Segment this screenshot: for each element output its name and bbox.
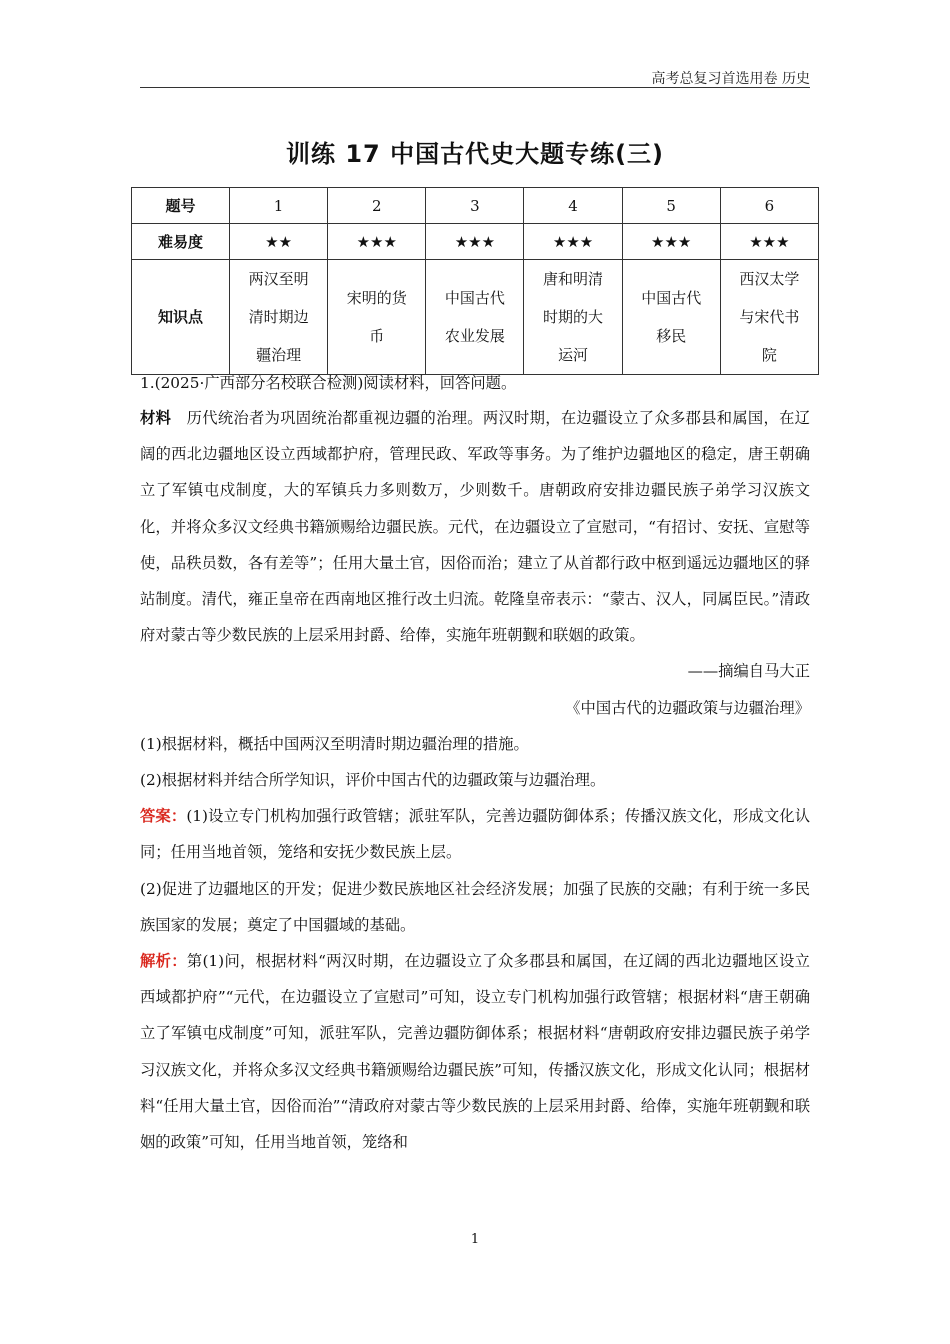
topic-cell: 两汉至明清时期边疆治理: [248, 270, 309, 364]
answer-label: 答案：: [140, 807, 187, 826]
topic-cell: 中国古代农业发展: [444, 289, 505, 345]
topic-cell: 唐和明清时期的大运河: [543, 270, 604, 364]
row-label-topic: 知识点: [132, 260, 230, 375]
sub-question-1: (1)根据材料，概括中国两汉至明清时期边疆治理的措施。: [140, 734, 529, 753]
difficulty-stars: ★★★: [328, 224, 426, 260]
row-label-number: 题号: [132, 188, 230, 224]
table-cell: 5: [622, 188, 720, 224]
difficulty-stars: ★★: [230, 224, 328, 260]
table-row-topics: [132, 260, 819, 375]
material-label: 材料: [140, 409, 172, 427]
question-body: [140, 366, 810, 1160]
question-intro: 1.(2025·广西部分名校联合检测)阅读材料，回答问题。: [140, 374, 517, 392]
difficulty-stars: ★★★: [622, 224, 720, 260]
answer-paragraph: [140, 798, 810, 870]
table-cell: 3: [426, 188, 524, 224]
material-paragraph: [140, 400, 810, 653]
table-cell: 4: [524, 188, 622, 224]
difficulty-stars: ★★★: [426, 224, 524, 260]
analysis-paragraph: [140, 943, 810, 1160]
page-number: 1: [470, 1232, 480, 1247]
answer-part-2: (2)促进了边疆地区的开发；促进少数民族地区社会经济发展；加强了民族的交融；有利于统一多民族国家的发展；奠定了中国疆域的基础。: [140, 879, 810, 934]
row-label-difficulty: 难易度: [132, 224, 230, 260]
analysis-label: 解析：: [140, 952, 187, 971]
running-header: 高考总复习首选用卷 历史: [651, 71, 810, 87]
knowledge-table: [131, 187, 819, 375]
material-text: 历代统治者为巩固统治都重视边疆的治理。两汉时期，在边疆设立了众多郡县和属国，在辽阔的西北边疆地区设立西域都护府，管理民政、军政等事务。为了维护边疆地区的稳定，唐王朝确立了军镇屯戍制度，大的军镇兵力多则数万，少则数千。唐朝政府安排边疆民族子弟学习汉族文化，并将众多汉文经典书籍颁赐给边疆民族。元代，在边疆设立了宣慰司，“有招讨、安抚、宣慰等使，品秩员数，各有差等”；任用大量土官，因俗而治；建立了从首都行政中枢到遥远边疆地区的驿站制度。清代，雍正皇帝在西南地区推行改土归流。乾隆皇帝表示：“蒙古、汉人，同属臣民。”清政府对蒙古等少数民族的上层采用封爵、给俸，实施年班朝觐和联姻的政策。: [140, 409, 810, 645]
table-row-difficulty: [132, 224, 819, 260]
analysis-text: 第(1)问，根据材料“两汉时期，在边疆设立了众多郡县和属国，在辽阔的西北边疆地区设立西域都护府”“元代，在边疆设立了宣慰司”可知，设立专门机构加强行政管辖；根据材料“唐王朝确立了军镇屯戍制度”可知，派驻军队，完善边疆防御体系；根据材料“唐朝政府安排边疆民族子弟学习汉族文化，并将众多汉文经典书籍颁赐给边疆民族”可知，传播汉族文化，形成文化认同；根据材料“任用大量土官，因俗而治”“清政府对蒙古等少数民族的上层采用封爵、给俸，实施年班朝觐和联姻的政策”可知，任用当地首领，笼络和: [140, 952, 810, 1152]
topic-cell: 西汉太学与宋代书院: [739, 270, 800, 364]
header-divider: [140, 87, 810, 88]
page-title: 训练 17 中国古代史大题专练(三): [285, 140, 665, 168]
table-cell: 1: [230, 188, 328, 224]
table-cell: 6: [720, 188, 818, 224]
source-author: ——摘编自马大正: [687, 662, 810, 681]
difficulty-stars: ★★★: [524, 224, 622, 260]
difficulty-stars: ★★★: [720, 224, 818, 260]
table-row-number: [132, 188, 819, 224]
topic-cell: 中国古代移民: [641, 289, 702, 345]
sub-question-2: (2)根据材料并结合所学知识，评价中国古代的边疆政策与边疆治理。: [140, 771, 606, 790]
answer-part-1: (1)设立专门机构加强行政管辖；派驻军队，完善边疆防御体系；传播汉族文化，形成文化认同；任用当地首领，笼络和安抚少数民族上层。: [140, 807, 810, 862]
source-title: 《中国古代的边疆政策与边疆治理》: [565, 698, 810, 717]
topic-cell: 宋明的货币: [346, 289, 407, 345]
table-cell: 2: [328, 188, 426, 224]
